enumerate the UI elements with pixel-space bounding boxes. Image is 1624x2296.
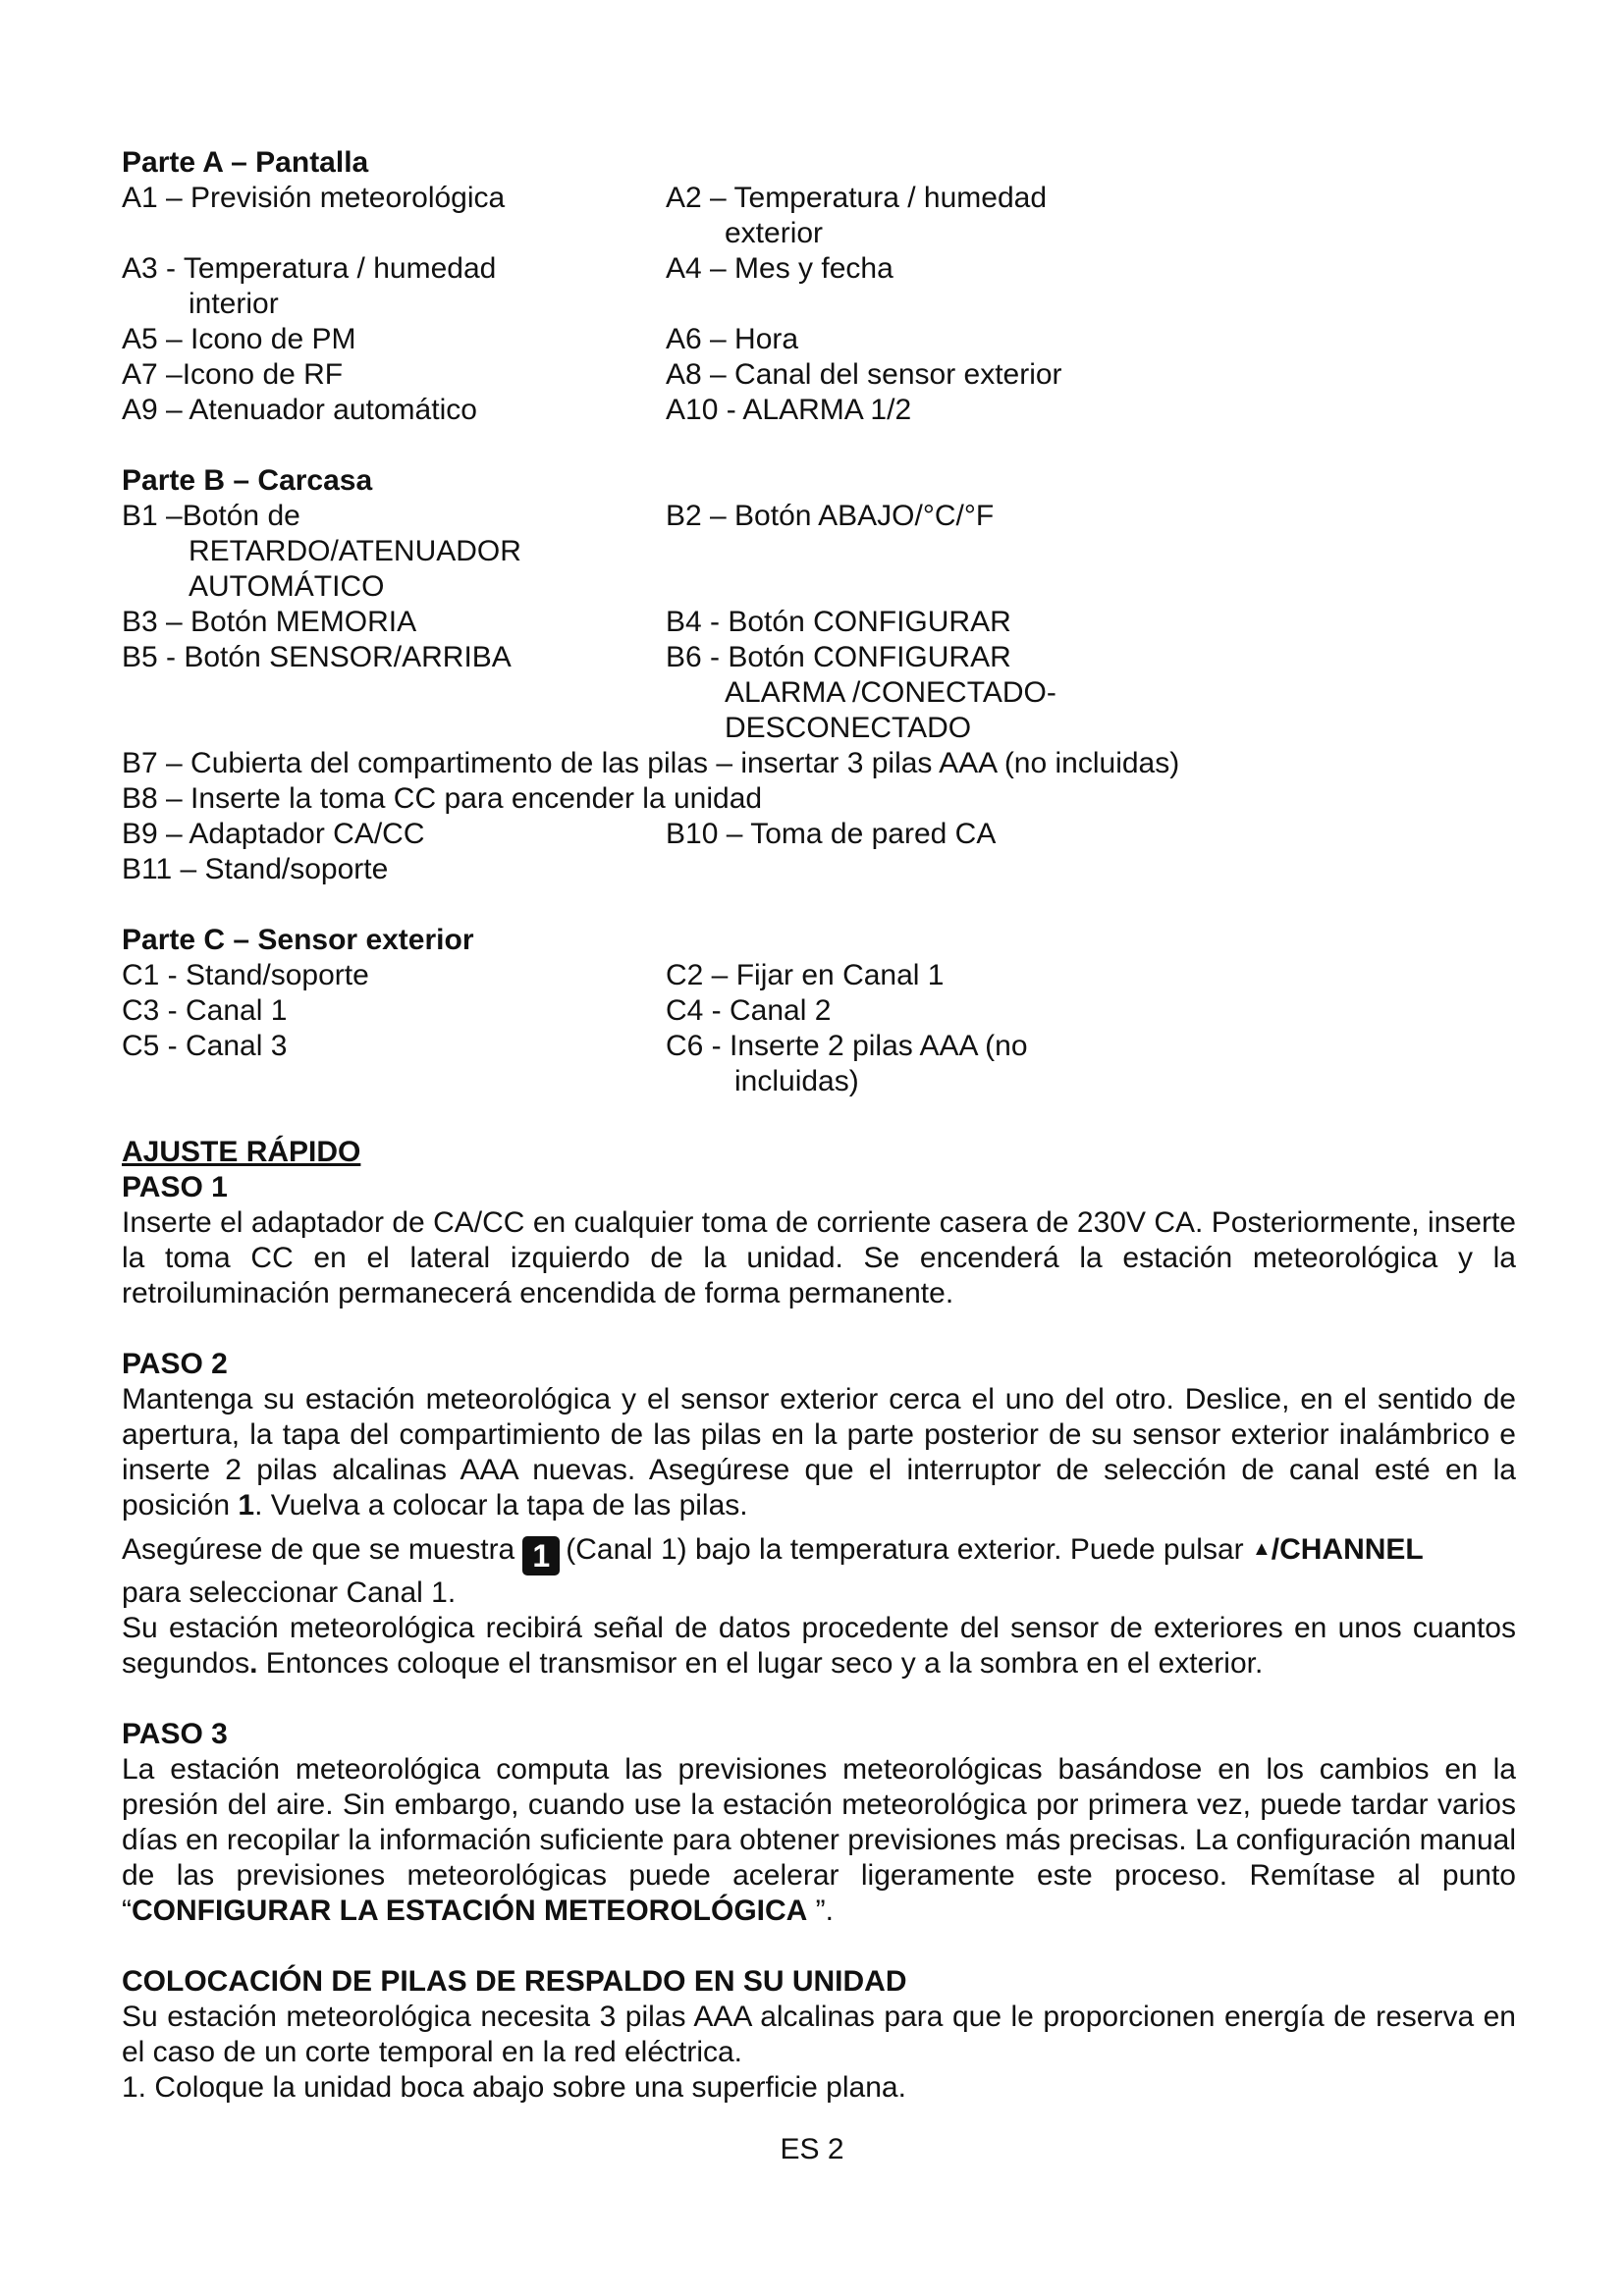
item-b1-cont1: RETARDO/ATENUADOR [189,535,521,567]
step3-text-end: ”. [807,1895,834,1927]
step3-reference: CONFIGURAR LA ESTACIÓN METEOROLÓGICA [132,1895,808,1927]
page-number: ES 2 [780,2133,844,2165]
item-a2: A2 – Temperatura / humedad [666,182,1048,214]
item-b2: B2 – Botón ABAJO/°C/°F [666,500,995,532]
step2-p1-text: Mantenga su estación meteorológica y el sensor exterior cerca el uno del otro. Deslice, en el sentido de apertura, la tapa del compartimiento de las pilas en la parte posterior de su sensor exterior inalámbrico e inserte 2 pilas alcalinas AAA nuevas. Asegúrese que el interruptor de selección de canal esté en la posición [122,1383,1516,1522]
step3-text-start: La estación meteorológica computa las previsiones meteorológicas basándose en los cambios en la presión del aire. Sin embargo, cuando use la estación meteorológica por primera vez, puede tardar varios días en recopilar la información suficiente para obtener previsiones más precisas. La configuración manual de las previsiones meteorológicas puede acelerar ligeramente este proceso. Remítase al punto “ [122,1753,1516,1927]
part-c-heading: Parte C – Sensor exterior [122,924,474,956]
item-a1: A1 – Previsión meteorológica [122,182,506,214]
step3-heading: PASO 3 [122,1718,228,1750]
item-b1: B1 –Botón de [122,500,300,532]
backup-step-1: 1. Coloque la unidad boca abajo sobre una superficie plana. [122,2071,906,2104]
step2-p3-dot: . [249,1647,258,1680]
up-arrow-icon: ▲ [1251,1538,1272,1560]
step2-p2-text-end: para seleccionar Canal 1. [122,1576,457,1609]
step1-text: Inserte el adaptador de CA/CC en cualquier toma de corriente casera de 230V CA. Posteriormente, inserte la toma CC en el lateral izquierdo de la unidad. Se encenderá la estación meteorológica y la retroiluminación permanecerá encendida de forma permanente. [122,1206,1516,1309]
step2-paragraph-1 [122,1382,1516,1523]
item-c5: C5 - Canal 3 [122,1030,288,1062]
part-a-heading: Parte A – Pantalla [122,146,369,179]
item-b6-cont2: DESCONECTADO [725,712,972,744]
item-c3: C3 - Canal 1 [122,994,288,1027]
item-b10: B10 – Toma de pared CA [666,818,997,850]
item-a10: A10 - ALARMA 1/2 [666,394,912,426]
manual-page [122,145,1516,2106]
item-b1-cont2: AUTOMÁTICO [189,570,385,603]
item-a2-cont: exterior [725,217,824,249]
item-a5: A5 – Icono de PM [122,323,356,355]
item-b7: B7 – Cubierta del compartimento de las pilas – insertar 3 pilas AAA (no incluidas) [122,747,1180,779]
item-a7: A7 –Icono de RF [122,358,344,391]
step2-p2-text-mid: (Canal 1) bajo la temperatura exterior. Puede pulsar [566,1533,1252,1566]
step2-paragraph-3 [122,1611,1516,1682]
item-b6: B6 - Botón CONFIGURAR [666,641,1011,673]
quick-setup-heading: AJUSTE RÁPIDO [122,1136,361,1168]
item-a6: A6 – Hora [666,323,799,355]
channel-1-icon: 1 [522,1536,560,1575]
item-c1: C1 - Stand/soporte [122,959,369,991]
step2-paragraph-2 [122,1531,1516,1611]
step2-p1-text-end: . Vuelva a colocar la tapa de las pilas. [254,1489,748,1522]
step1-heading: PASO 1 [122,1171,228,1203]
item-a8: A8 – Canal del sensor exterior [666,358,1062,391]
item-a9: A9 – Atenuador automático [122,394,477,426]
step2-p2-text: Asegúrese de que se muestra [122,1533,515,1566]
item-a3: A3 - Temperatura / humedad [122,252,497,285]
item-b8: B8 – Inserte la toma CC para encender la unidad [122,782,763,815]
channel-button-label: /CHANNEL [1271,1533,1424,1566]
part-b-heading: Parte B – Carcasa [122,464,373,497]
item-c6: C6 - Inserte 2 pilas AAA (no [666,1030,1028,1062]
item-b3: B3 – Botón MEMORIA [122,606,417,638]
item-c4: C4 - Canal 2 [666,994,832,1027]
item-c2: C2 – Fijar en Canal 1 [666,959,945,991]
item-c6-cont: incluidas) [734,1065,859,1097]
item-a4: A4 – Mes y fecha [666,252,893,285]
item-b6-cont1: ALARMA /CONECTADO- [725,676,1056,709]
item-a3-cont: interior [189,288,279,320]
item-b9: B9 – Adaptador CA/CC [122,818,425,850]
backup-text: Su estación meteorológica necesita 3 pilas AAA alcalinas para que le proporcionen energía de reserva en el caso de un corte temporal en la red eléctrica. [122,2001,1516,2068]
backup-battery-heading: COLOCACIÓN DE PILAS DE RESPALDO EN SU UNIDAD [122,1965,907,1998]
channel-position-value: 1 [238,1489,255,1522]
item-b4: B4 - Botón CONFIGURAR [666,606,1011,638]
step2-heading: PASO 2 [122,1348,228,1380]
item-b11: B11 – Stand/soporte [122,853,389,885]
item-b5: B5 - Botón SENSOR/ARRIBA [122,641,512,673]
step3-text [122,1752,1516,1929]
step2-p3-text: Su estación meteorológica recibirá señal de datos procedente del sensor de exteriores en unos cuantos segundos [122,1612,1516,1680]
step2-p3-text-end: Entonces coloque el transmisor en el lugar seco y a la sombra en el exterior. [257,1647,1264,1680]
